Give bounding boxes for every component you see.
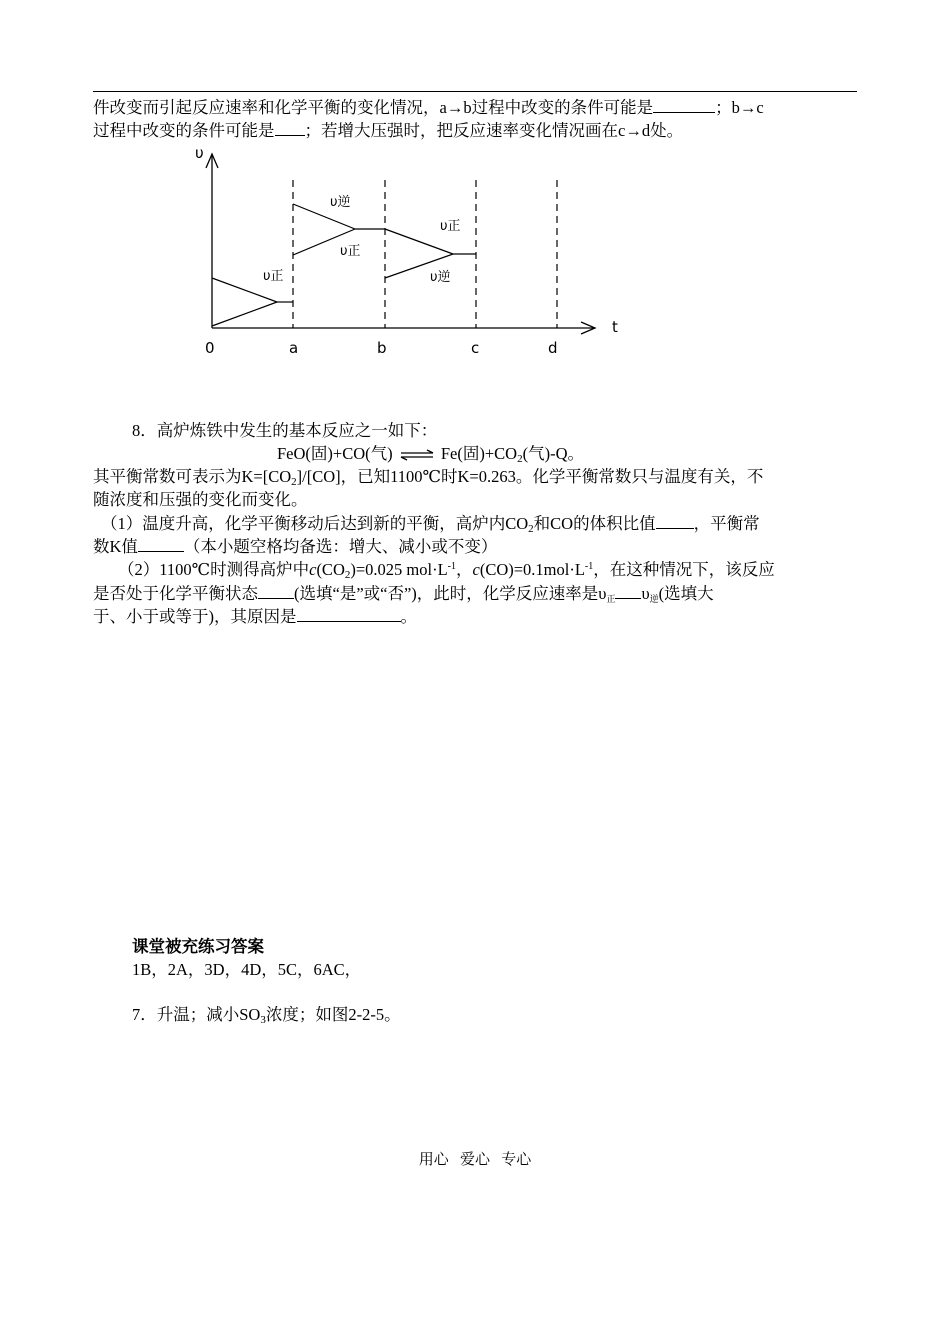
q8-text: 其平衡常数可表示为K=[CO <box>93 467 292 486</box>
concentration-symbol: c <box>472 560 480 579</box>
subscript: 2 <box>517 453 523 465</box>
q8-text: （2）1100℃时测得高炉中 <box>118 560 310 579</box>
q7-line-2 <box>93 119 859 142</box>
subscript: 逆 <box>649 594 659 604</box>
label-v-zheng-ab: υ正 <box>340 244 361 259</box>
answers-line-1: 1B，2A，3D，4D，5C，6AC， <box>132 960 362 979</box>
answer-blank[interactable] <box>258 582 294 599</box>
tick-label-c: c <box>471 339 480 357</box>
q8-text: 数K值 <box>93 537 138 556</box>
q8-part2-line-1 <box>118 559 884 581</box>
q8-text: ，平衡常 <box>693 514 760 533</box>
q8-part2-line-3 <box>93 605 859 628</box>
q8-text: （本小题空格均备选：增大、减小或不变） <box>183 537 498 556</box>
answer-text: 7．升温；减小SO <box>132 1005 261 1024</box>
q8-line-3 <box>93 466 859 488</box>
answers-title: 课堂被充练习答案 <box>132 937 264 956</box>
q8-part1-line-2 <box>93 535 859 558</box>
subscript: 2 <box>291 476 297 488</box>
q8-text: 于、小于或等于)，其原因是 <box>93 607 297 626</box>
subscript: 3 <box>260 1014 266 1026</box>
q7-line-1 <box>93 96 859 119</box>
tick-label-0: 0 <box>205 339 215 357</box>
v-symbol: υ <box>641 584 650 603</box>
equation-products: Fe(固)+CO <box>440 444 518 463</box>
answer-blank[interactable] <box>138 535 184 552</box>
equilibrium-arrow-icon <box>397 449 437 461</box>
q8-text: )=0.025 mol·L <box>350 560 448 579</box>
q8-equation <box>277 443 950 465</box>
tick-label-d: d <box>548 339 558 357</box>
q8-part2-line-2 <box>93 582 859 605</box>
label-v-ni-ab: υ逆 <box>330 195 351 210</box>
curve-ni-0a <box>212 302 277 326</box>
q8-text: ]/[CO]，已知1100℃时K=0.263。化学平衡常数只与温度有关，不 <box>296 467 764 486</box>
q7-text: 过程中改变的条件可能是 <box>93 121 275 140</box>
concentration-symbol: c <box>309 560 317 579</box>
x-axis-label: t <box>612 318 618 336</box>
tick-label-a: a <box>289 339 299 357</box>
q8-text: ，在这种情况下，该反应 <box>593 560 775 579</box>
answer-text: 浓度；如图2-2-5。 <box>265 1005 401 1024</box>
label-v-ni-bc: υ逆 <box>430 270 451 285</box>
q8-part1-line-1 <box>101 512 867 535</box>
label-v-zheng-bc: υ正 <box>440 219 461 234</box>
q8-text: (CO <box>316 560 345 579</box>
q8-text: 。 <box>400 607 417 626</box>
label-v-zheng-0a: υ正 <box>263 269 284 284</box>
q7-text: ；b→c <box>715 98 764 117</box>
q8-intro: 8．高炉炼铁中发生的基本反应之一如下： <box>132 421 438 440</box>
q8-text: ， <box>456 560 473 579</box>
answer-blank[interactable] <box>656 512 694 529</box>
answer-blank[interactable] <box>275 119 305 136</box>
superscript: -1 <box>447 561 456 572</box>
answer-blank[interactable] <box>653 96 715 113</box>
tick-label-b: b <box>377 339 387 357</box>
y-axis-label: υ <box>195 144 204 162</box>
q7-text: ；若增大压强时，把反应速率变化情况画在c→d处。 <box>304 121 684 140</box>
answers-line-2 <box>132 1004 898 1026</box>
subscript: 2 <box>344 569 351 581</box>
q8-text: 是否处于化学平衡状态 <box>93 584 258 603</box>
subscript: 2 <box>528 523 534 535</box>
equation-reactants: FeO(固)+CO(气) <box>277 444 393 463</box>
q8-text: (选填“是”或“否”)，此时，化学反应速率是υ <box>294 584 607 603</box>
q8-text: （1）温度升高，化学平衡移动后达到新的平衡，高炉内CO <box>101 514 529 533</box>
q8-text: (CO)=0.1mol·L <box>479 560 585 579</box>
q8-text: (选填大 <box>658 584 714 603</box>
answer-blank[interactable] <box>615 582 641 599</box>
subscript: 正 <box>606 594 616 604</box>
q7-text: 件改变而引起反应速率和化学平衡的变化情况，a→b过程中改变的条件可能是 <box>93 98 654 117</box>
superscript: -1 <box>584 561 594 572</box>
page-footer: 用心 爱心 专心 <box>418 1152 532 1168</box>
q8-text: 和CO的体积比值 <box>533 514 656 533</box>
answer-blank[interactable] <box>297 605 401 622</box>
equation-products-tail: (气)-Q。 <box>522 444 584 463</box>
rate-time-graph <box>185 140 625 365</box>
q8-line-4: 随浓度和压强的变化而变化。 <box>93 490 308 509</box>
top-rule <box>93 91 857 92</box>
